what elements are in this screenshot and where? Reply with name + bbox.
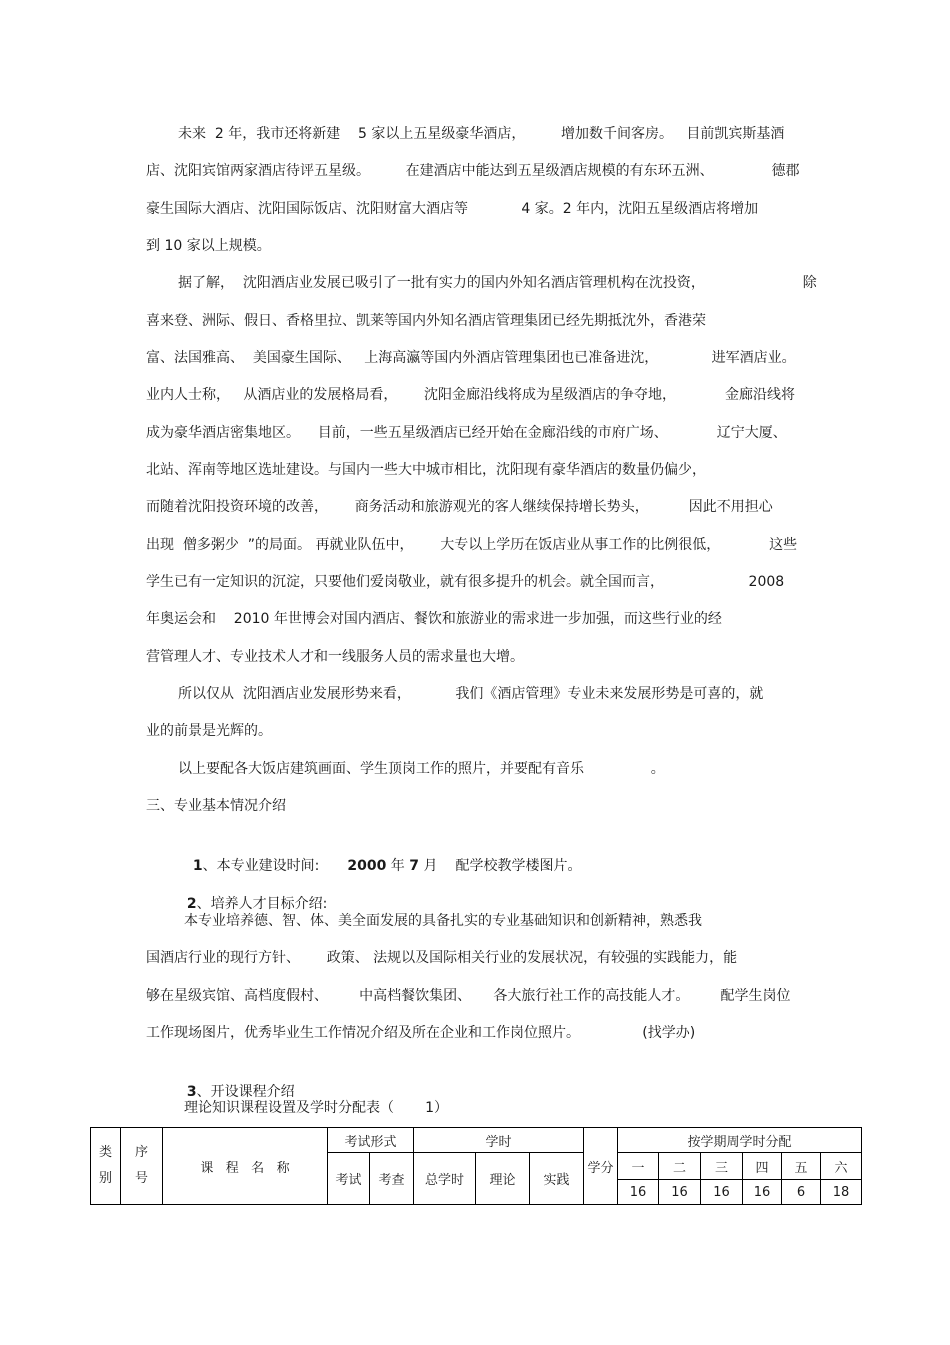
text-line: 工作现场图片，优秀毕业生工作情况介绍及所在企业和工作岗位照片。 (找学办)	[146, 1025, 696, 1041]
year-value: 2000	[347, 858, 387, 874]
item-number: 2	[186, 896, 197, 912]
item-number: 1	[192, 858, 203, 874]
item-1	[184, 836, 581, 876]
header-credits: 学分	[584, 1128, 618, 1205]
item-label: 、本专业建设时间:	[202, 858, 320, 874]
text-line: 以上要配各大饭店建筑画面、学生顶岗工作的照片，并要配有音乐 。	[178, 761, 665, 777]
header-weekly: 按学期周学时分配	[618, 1128, 862, 1153]
semester-weeks: 16	[701, 1180, 743, 1205]
header-total-hours: 总学时	[414, 1153, 476, 1205]
semester-label: 三	[701, 1153, 743, 1180]
text-line: 到 10 家以上规模。	[146, 238, 271, 254]
item-label: 、开设课程介绍	[196, 1084, 295, 1100]
text-line: 富、法国雅高、 美国豪生国际、 上海高瀛等国内外酒店管理集团也已准备进沈， 进军酒店业。	[146, 350, 796, 366]
text-line: 据了解， 沈阳酒店业发展已吸引了一批有实力的国内外知名酒店管理机构在沈投资， 除	[178, 275, 817, 291]
month-unit: 月	[423, 858, 438, 874]
header-practice: 实践	[530, 1153, 584, 1205]
table-caption: 理论知识课程设置及学时分配表（ 1）	[184, 1100, 449, 1116]
header-theory: 理论	[476, 1153, 530, 1205]
semester-weeks: 18	[821, 1180, 862, 1205]
semester-label: 六	[821, 1153, 862, 1180]
text-line: 业的前景是光辉的。	[146, 723, 272, 739]
item-2	[178, 874, 327, 914]
semester-weeks: 6	[782, 1180, 821, 1205]
text-line: 年奥运会和 2010 年世博会对国内酒店、餐饮和旅游业的需求进一步加强，而这些行业的经	[146, 611, 722, 627]
semester-label: 一	[618, 1153, 659, 1180]
text-line: 学生已有一定知识的沉淀，只要他们爱岗敬业，就有很多提升的机会。就全国而言， 2008	[146, 574, 785, 590]
section-heading: 三、专业基本情况介绍	[146, 798, 286, 814]
text-line: 而随着沈阳投资环境的改善， 商务活动和旅游观光的客人继续保持增长势头， 因此不用担心	[146, 499, 773, 515]
text-line: 喜来登、洲际、假日、香格里拉、凯莱等国内外知名酒店管理集团已经先期抵沈外，香港荣	[146, 313, 706, 329]
text-line: 业内人士称， 从酒店业的发展格局看， 沈阳金廊沿线将成为星级酒店的争夺地， 金廊沿线将	[146, 387, 796, 403]
header-seq: 序 号	[121, 1128, 163, 1205]
header-check: 考查	[370, 1153, 414, 1205]
semester-label: 五	[782, 1153, 821, 1180]
item-number: 3	[186, 1084, 197, 1100]
item-note: 配学校教学楼图片。	[455, 858, 582, 874]
year-unit: 年	[390, 858, 405, 874]
text-line: 够在星级宾馆、高档度假村、 中高档餐饮集团、 各大旅行社工作的高技能人才。 配学生岗位	[146, 988, 791, 1004]
item-label: 、培养人才目标介绍:	[196, 896, 328, 912]
text-line: 营管理人才、专业技术人才和一线服务人员的需求量也大增。	[146, 649, 524, 665]
header-exam: 考试	[328, 1153, 370, 1205]
header-course-name: 课 程 名 称	[163, 1128, 328, 1205]
semester-label: 四	[743, 1153, 782, 1180]
text-line: 北站、浑南等地区选址建设。与国内一些大中城市相比，沈阳现有豪华酒店的数量仍偏少，	[146, 462, 706, 478]
header-exam-form: 考试形式	[328, 1128, 414, 1153]
text-line: 出现 僧多粥少 ”的局面。 再就业队伍中， 大专以上学历在饭店业从事工作的比例很低， 这些	[146, 537, 798, 553]
text-line: 所以仅从 沈阳酒店业发展形势来看， 我们《酒店管理》专业未来发展形势是可喜的，就	[178, 686, 764, 702]
text-line: 未来 2 年，我市还将新建 5 家以上五星级豪华酒店， 增加数千间客房。 目前凯宾斯基酒	[178, 126, 785, 142]
text-line: 豪生国际大酒店、沈阳国际饭店、沈阳财富大酒店等 4 家。2 年内，沈阳五星级酒店将增加	[146, 201, 759, 217]
month-value: 7	[409, 858, 419, 874]
semester-label: 二	[659, 1153, 701, 1180]
item-3	[178, 1062, 295, 1102]
text-line: 店、沈阳宾馆两家酒店待评五星级。 在建酒店中能达到五星级酒店规模的有东环五洲、 德郡	[146, 163, 800, 179]
header-category: 类 别	[91, 1128, 121, 1205]
semester-weeks: 16	[743, 1180, 782, 1205]
text-line: 本专业培养德、智、体、美全面发展的具备扎实的专业基础知识和创新精神，熟悉我	[184, 913, 702, 929]
text-line: 国酒店行业的现行方针、 政策、 法规以及国际相关行业的发展状况，有较强的实践能力，能	[146, 950, 738, 966]
semester-weeks: 16	[659, 1180, 701, 1205]
text-line: 成为豪华酒店密集地区。 目前，一些五星级酒店已经开始在金廊沿线的市府广场、 辽宁大厦、	[146, 425, 787, 441]
course-table	[90, 1127, 862, 1205]
header-hours: 学时	[414, 1128, 584, 1153]
semester-weeks: 16	[618, 1180, 659, 1205]
